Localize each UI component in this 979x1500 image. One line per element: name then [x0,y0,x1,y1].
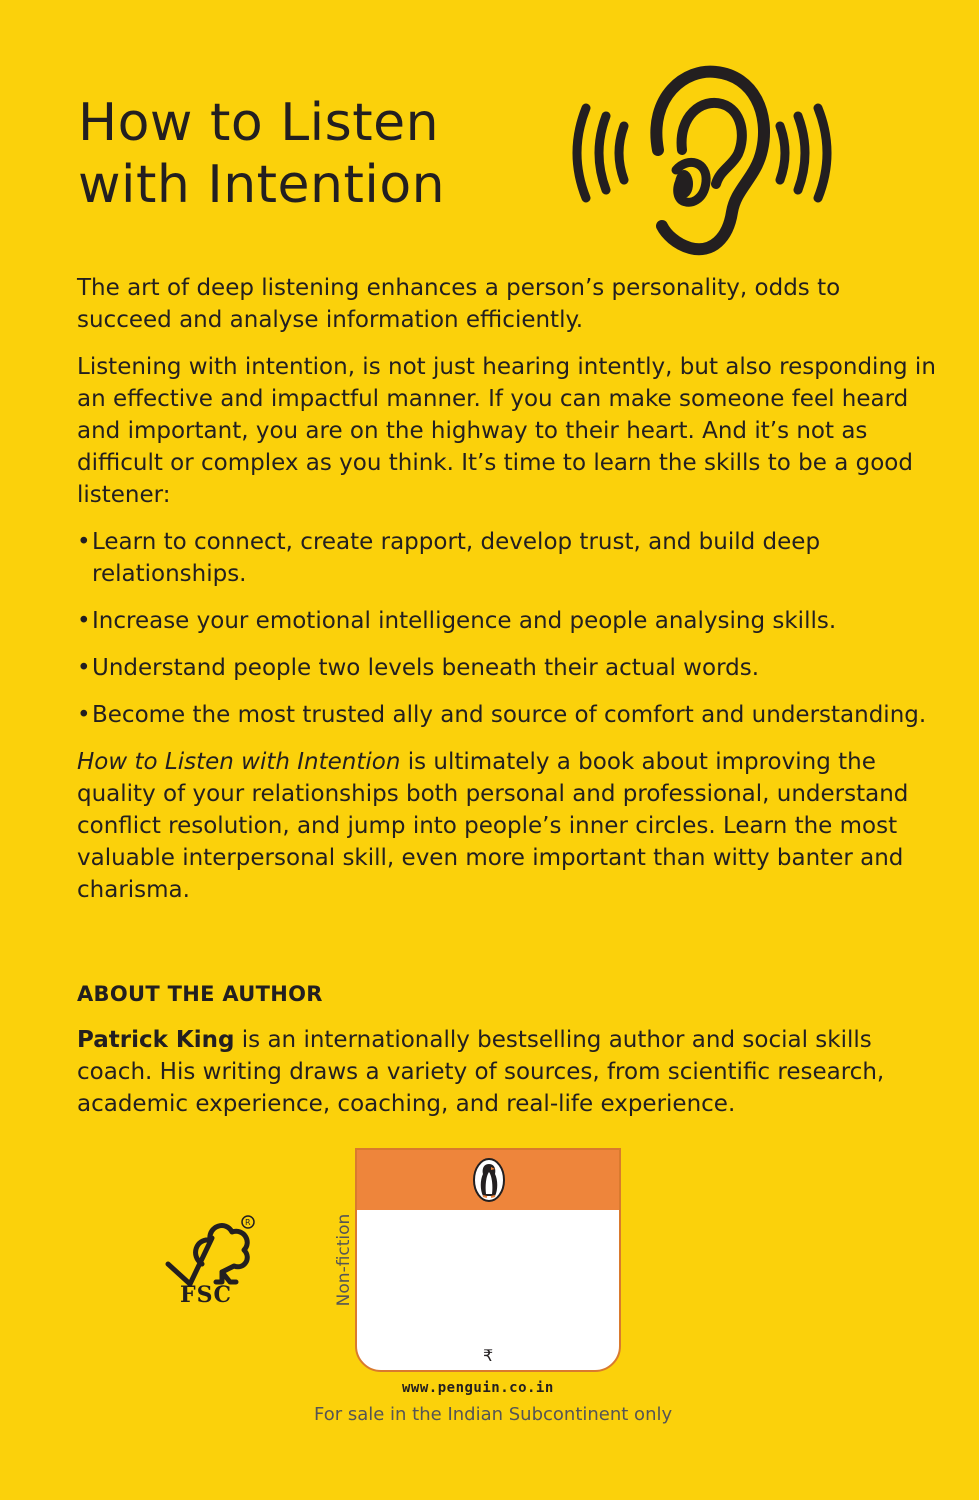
author-bio [77,1024,937,1120]
price-symbol: ₹ [483,1346,494,1365]
list-item: • Learn to connect, create rapport, develop trust, and build deep relationships. [77,526,937,590]
list-item: • Increase your emotional intelligence and people analysing skills. [77,605,937,637]
title-line-1: How to Listen [78,93,440,153]
list-item: • Understand people two levels beneath their actual words. [77,652,937,684]
author-bio-text: is an internationally bestselling author and social skills coach. His writing draws a variety of sources, from scientific research, academic experience, coaching, and real-life experience. [77,1027,885,1117]
category-label: Non-fiction [334,1213,354,1307]
price-box [355,1148,621,1372]
paragraph-intro: The art of deep listening enhances a person’s personality, odds to succeed and analyse information efficiently. [77,275,841,333]
closing-text: is ultimately a book about improving the quality of your relationships both personal and professional, understand conflict resolution, and jump into people’s inner circles. Learn the most valuable interpersonal skill, even more important than witty banter and charisma. [77,749,909,903]
author-name: Patrick King [77,1027,235,1053]
penguin-logo-icon [473,1158,505,1202]
website-link[interactable]: www.penguin.co.in [402,1380,554,1396]
book-title [78,92,445,216]
title-line-2: with Intention [78,155,446,215]
fsc-label: FSC [180,1282,233,1308]
benefit-list [77,526,937,731]
sale-note: For sale in the Indian Subcontinent only [314,1404,673,1425]
list-item: • Become the most trusted ally and source of comfort and understanding. [77,699,937,731]
svg-text:R: R [245,1218,251,1227]
description [77,272,937,921]
paragraph-closing [77,746,937,906]
about-heading: ABOUT THE AUTHOR [77,982,323,1006]
book-title-italic: How to Listen with Intention [77,749,401,775]
paragraph-main: Listening with intention, is not just hearing intently, but also responding in an effective and impactful manner. If you can make someone feel heard and important, you are on the highway to their heart. And it’s not as difficult or complex as you think. It’s time to learn the skills to be a good listener: [77,354,936,508]
ear-icon [566,58,838,268]
